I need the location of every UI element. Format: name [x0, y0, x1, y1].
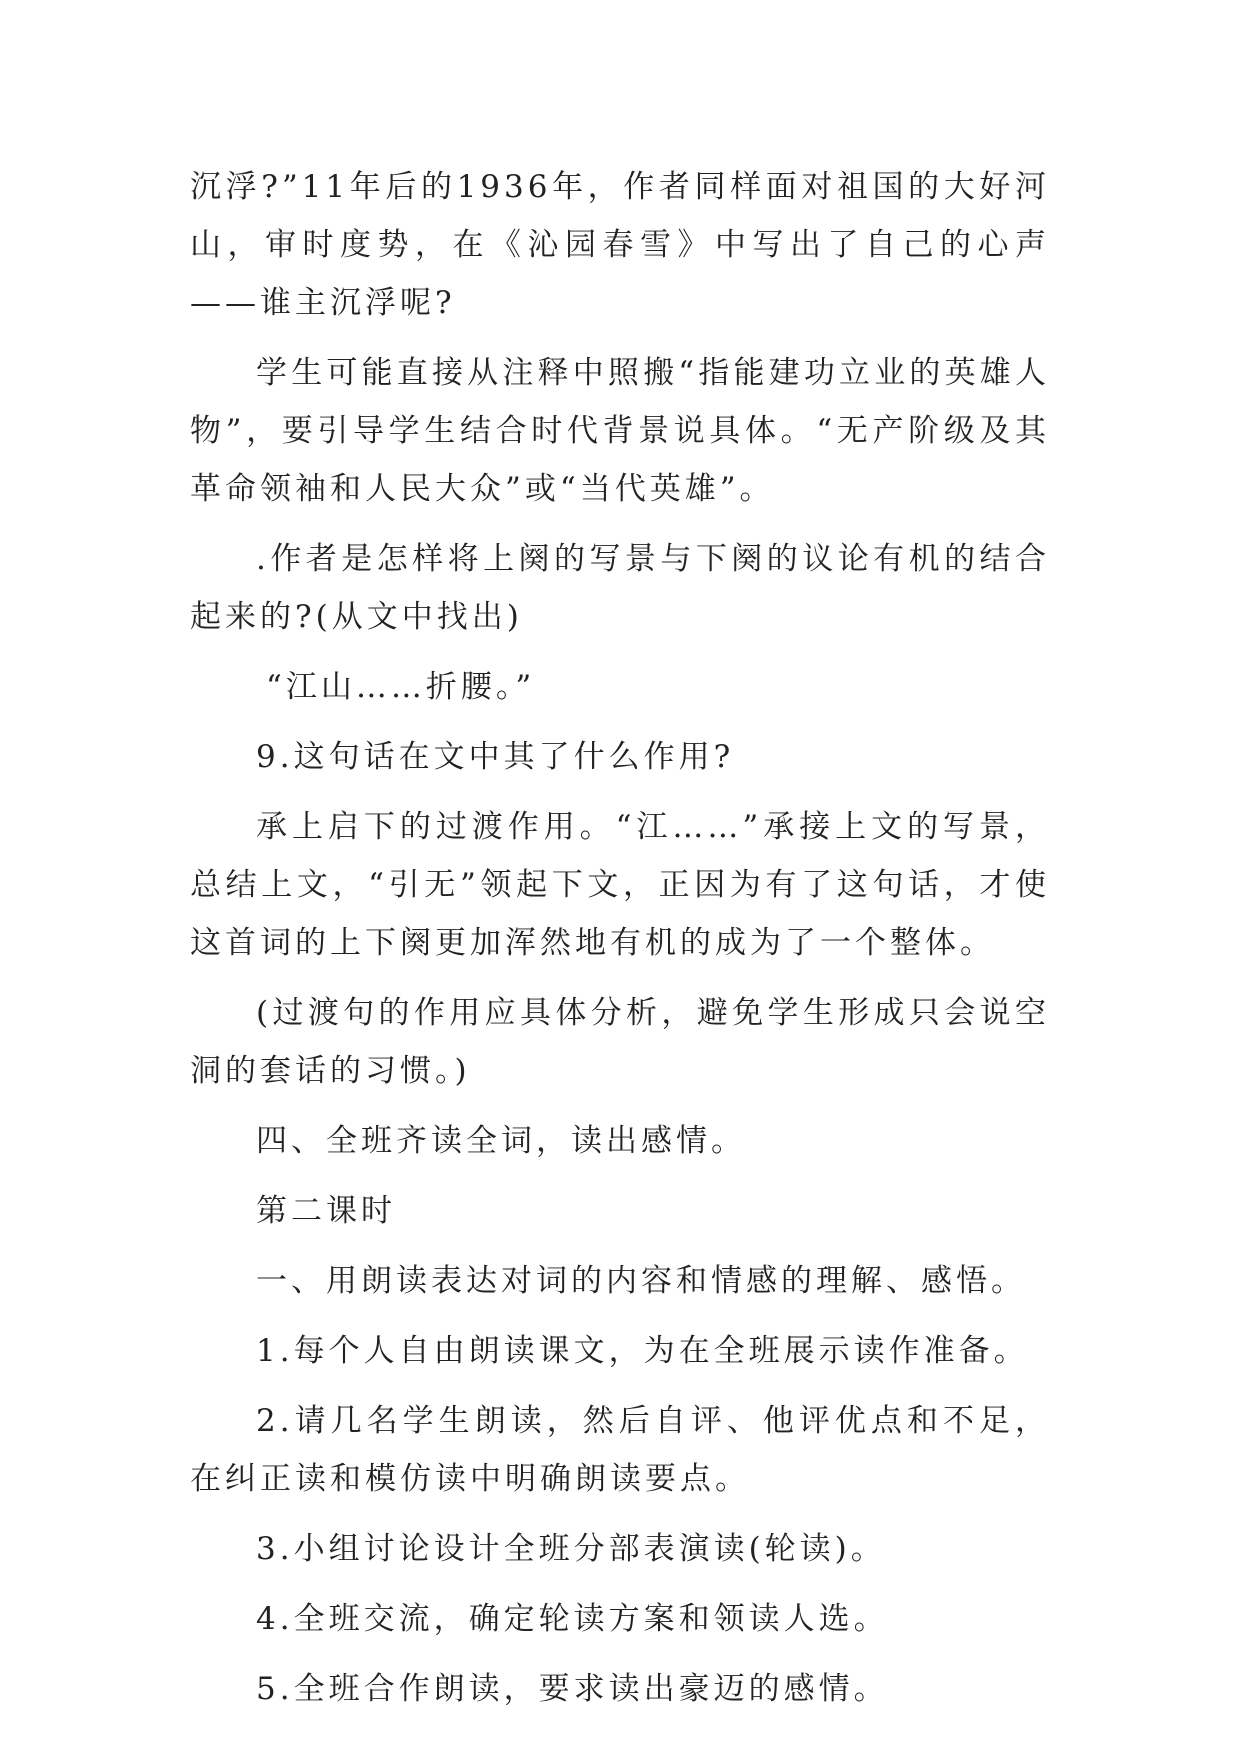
- paragraph-question-9: 9.这句话在文中其了什么作用?: [256, 739, 735, 775]
- document-body: [190, 158, 1050, 1730]
- paragraph-transition-explanation: 承上启下的过渡作用。“江……”承接上文的写景，总结上文，“引无”领起下文，正因为有了这句话，才使这首词的上下阕更加浑然地有机的成为了一个整体。: [190, 809, 1050, 961]
- paragraph-section-four: 四、全班齐读全词，读出感情。: [256, 1123, 746, 1159]
- list-item-4: 4.全班交流，确定轮读方案和领读人选。: [256, 1601, 889, 1637]
- paragraph-teaching-note: (过渡句的作用应具体分析，避免学生形成只会说空洞的套话的习惯。): [190, 995, 1050, 1089]
- list-item-1: 1.每个人自由朗读课文，为在全班展示读作准备。: [256, 1333, 1029, 1369]
- paragraph-student-answer: 学生可能直接从注释中照搬“指能建功立业的英雄人物”，要引导学生结合时代背景说具体。“无产阶级及其革命领袖和人民大众”或“当代英雄”。: [190, 355, 1050, 507]
- paragraph-step-one: 一、用朗读表达对词的内容和情感的理解、感悟。: [256, 1263, 1026, 1299]
- paragraph-quote: “江山……折腰。”: [266, 669, 536, 705]
- paragraph-continuation: 沉浮?”11年后的1936年，作者同样面对祖国的大好河山，审时度势，在《沁园春雪》中写出了自己的心声——谁主沉浮呢?: [190, 169, 1050, 321]
- paragraph-second-lesson: 第二课时: [256, 1193, 396, 1229]
- list-item-5: 5.全班合作朗读，要求读出豪迈的感情。: [256, 1671, 889, 1707]
- list-item-3: 3.小组讨论设计全班分部表演读(轮读)。: [256, 1531, 886, 1567]
- paragraph-question-combine: .作者是怎样将上阕的写景与下阕的议论有机的结合起来的?(从文中找出): [190, 541, 1050, 635]
- list-item-2: 2.请几名学生朗读，然后自评、他评优点和不足，在纠正读和模仿读中明确朗读要点。: [190, 1403, 1050, 1497]
